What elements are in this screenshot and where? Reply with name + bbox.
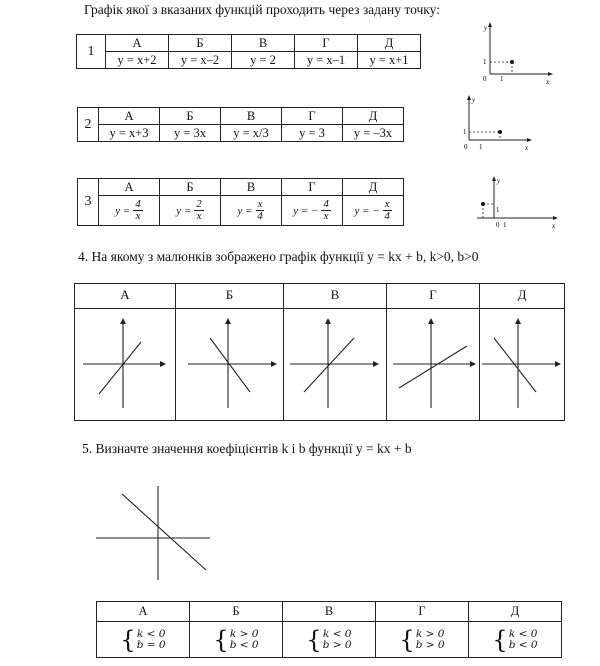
options-table-3 [77,178,404,226]
option-header: Д [343,108,404,125]
option-header: А [75,284,175,309]
option-header: Б [160,108,221,125]
option-cell: y = 3x [160,125,221,142]
point-graph-3 [472,174,562,234]
option-cell: { k > 0 b < 0 [190,622,283,658]
given-point [481,202,485,206]
graph-option-g [387,284,480,420]
function-line [494,338,536,392]
option-header: В [221,108,282,125]
option-header: Б [169,35,232,52]
option-header: В [232,35,295,52]
option-header: Г [295,35,358,52]
graph-option-b [176,284,284,420]
option-cell: y = − $\frac{x}{4}$ [343,196,404,226]
option-cell: { k < 0 b = 0 [97,622,190,658]
option-header: Г [282,108,343,125]
function-line [122,494,206,570]
options-table-2 [77,107,404,142]
option-cell: y = 2 [232,52,295,69]
option-cell: y = x–1 [295,52,358,69]
option-cell: y = 3 [282,125,343,142]
graph-b [176,308,283,420]
table-number: 2 [78,108,99,142]
question-4-graph-table [74,283,565,421]
option-header: Д [358,35,421,52]
question-5-text: 5. Визначте значення коефіцієнтів k і b функції y = kx + b [82,441,412,456]
option-cell: y = − $\frac{4}{x}$ [282,196,343,226]
given-point [498,130,502,134]
point-graph-1 [476,20,556,90]
question-5-graph [96,482,214,582]
option-header: В [283,602,376,622]
option-header: А [106,35,169,52]
option-cell: y = x+3 [99,125,160,142]
origin-label: 0 [483,75,487,83]
axis-x-label: x [552,222,556,230]
axis-x-label: x [546,78,550,86]
option-cell: { k < 0 b > 0 [283,622,376,658]
axis-y-label: y [472,96,476,104]
option-header: Г [376,602,469,622]
option-cell: y = x–2 [169,52,232,69]
x-tick-label: 1 [503,221,507,229]
option-header: Б [176,284,283,309]
option-header: Б [190,602,283,622]
graph-g [387,308,479,420]
graph-v [284,308,386,420]
question-4-text: 4. На якому з малюнків зображено графік функції y = kx + b, k>0, b>0 [78,249,479,264]
option-header: Д [343,179,404,196]
table-number: 3 [78,179,99,226]
graph-option-a [75,284,176,420]
options-table-1 [76,34,421,69]
y-tick-label: 1 [496,206,500,214]
function-line [99,342,141,394]
graph-a [75,308,175,420]
graph-option-d [480,284,564,420]
function-line [399,346,467,388]
option-cell: y = x+1 [358,52,421,69]
function-line [304,338,354,392]
option-cell: { k < 0 b < 0 [469,622,562,658]
given-point [510,60,514,64]
point-graph-2 [455,93,535,153]
option-header: В [221,179,282,196]
graph-option-v [284,284,387,420]
x-tick-label: 1 [479,143,483,151]
option-header: А [99,179,160,196]
option-cell: y = $\frac{2}{x}$ [160,196,221,226]
option-cell: y = –3x [343,125,404,142]
option-header: Б [160,179,221,196]
option-header: В [284,284,386,309]
axis-x-label: x [525,144,529,152]
function-line [210,338,250,392]
option-header: Г [282,179,343,196]
table-number: 1 [77,35,106,69]
axis-y-label: y [484,24,488,32]
option-cell: { k > 0 b > 0 [376,622,469,658]
y-tick-label: 1 [463,128,467,136]
option-cell: y = $\frac{4}{x}$ [99,196,160,226]
option-header: Д [469,602,562,622]
option-header: А [97,602,190,622]
origin-label: 0 [496,221,500,229]
origin-label: 0 [464,143,468,151]
task-title: Графік якої з вказаних функцій проходить через задану точку: [84,2,440,17]
y-tick-label: 1 [483,58,487,66]
option-cell: y = $\frac{x}{4}$ [221,196,282,226]
x-tick-label: 1 [500,75,504,83]
option-cell: y = x/3 [221,125,282,142]
question-5-options-table [96,601,562,658]
option-header: Д [480,284,564,309]
option-header: Г [387,284,479,309]
axis-y-label: y [497,177,501,185]
graph-d [480,308,564,420]
option-cell: y = x+2 [106,52,169,69]
option-header: А [99,108,160,125]
